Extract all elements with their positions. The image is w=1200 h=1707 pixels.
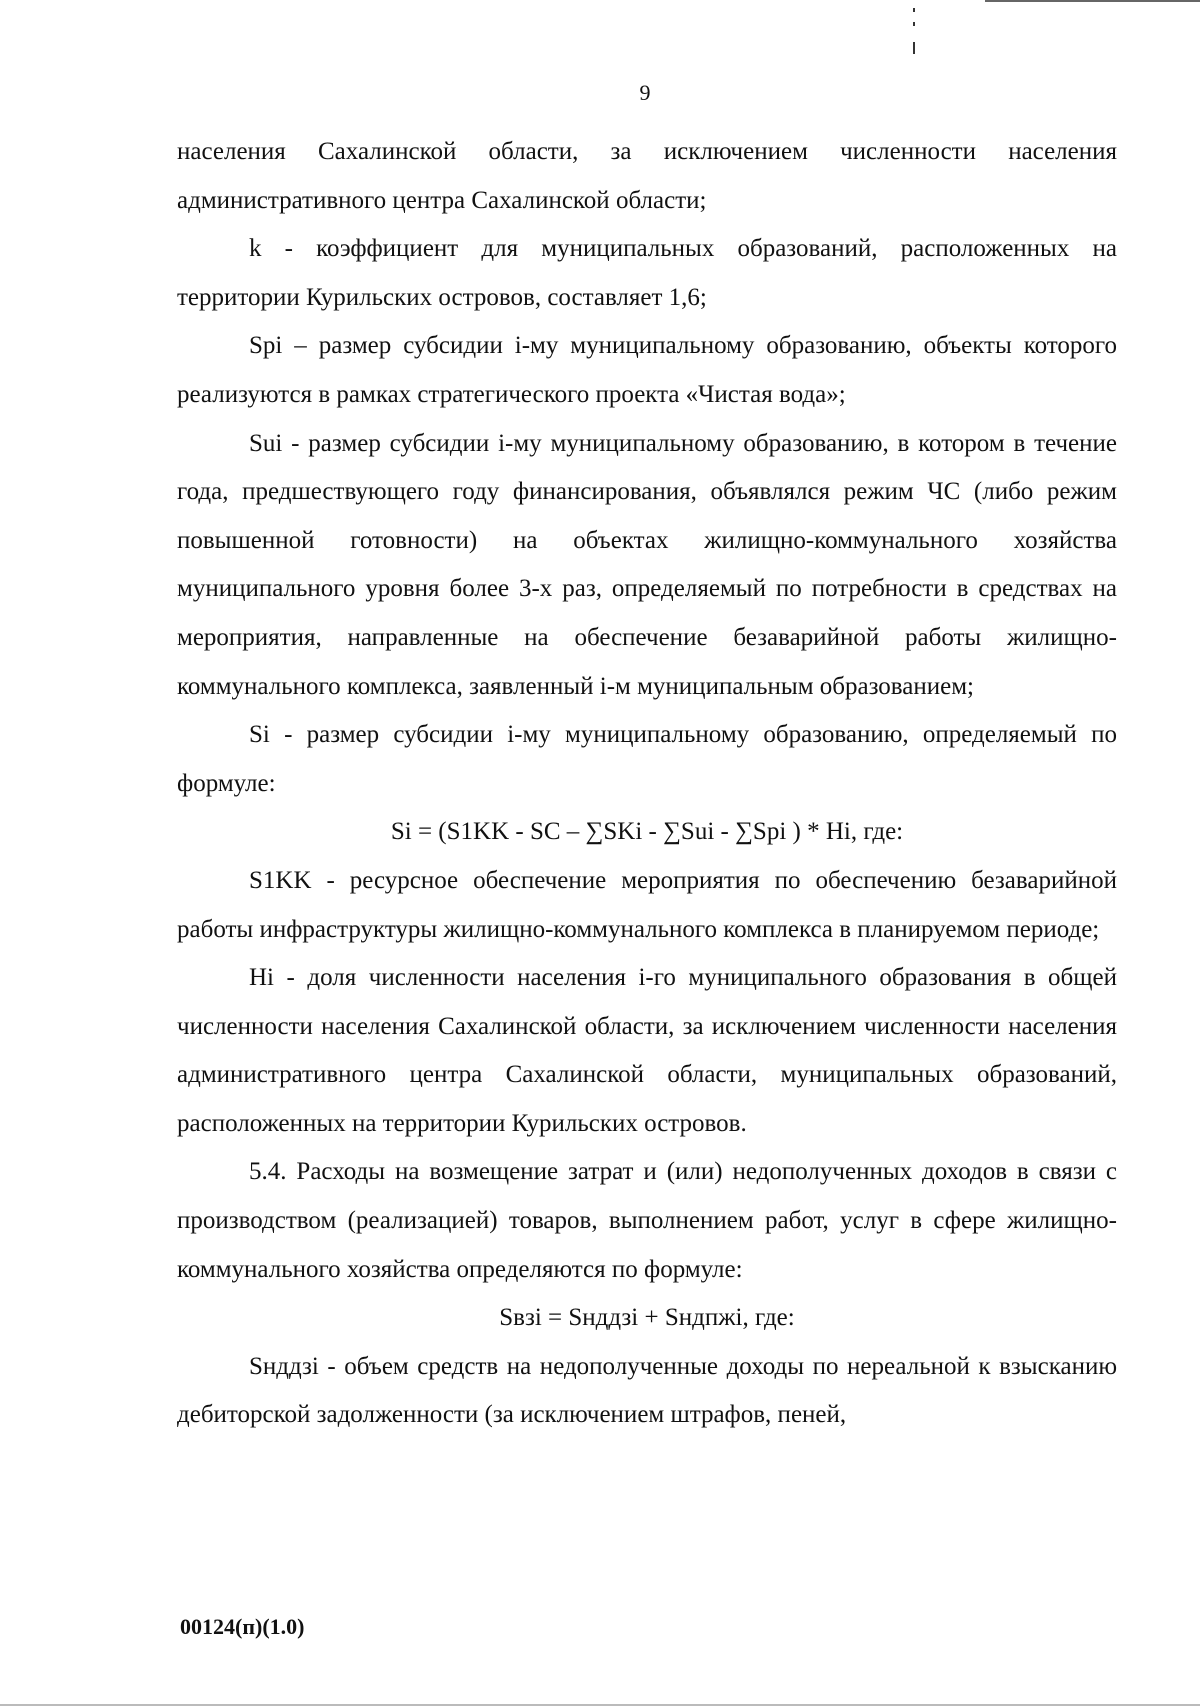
document-body <box>177 128 1117 1440</box>
scan-mark <box>913 22 915 26</box>
paragraph: 5.4. Расходы на возмещение затрат и (или) недополученных доходов в связи с производством (реализацией) товаров, выполнением работ, услуг в сфере жилищно-коммунального хозяйства определяются по формуле: <box>177 1158 1117 1283</box>
scan-mark <box>913 8 915 12</box>
document-code: 00124(п)(1.0) <box>180 1614 305 1639</box>
scan-mark <box>913 42 915 54</box>
paragraph: Hi - доля численности населения i-го муниципального образования в общей численности населения Сахалинской области, за исключением численности населения административного центра Сахалинской области, муниципальных образований, расположенных на территории Курильских островов. <box>177 964 1117 1137</box>
scan-edge-line <box>0 1704 1200 1706</box>
formula: Sвзi = Sнддзi + Sндпжi, где: <box>499 1304 795 1332</box>
scan-edge-line <box>985 0 1200 2</box>
paragraph: Sнддзi - объем средств на недополученные доходы по нереальной к взысканию дебиторской задолженности (за исключением штрафов, пеней, <box>177 1352 1117 1429</box>
page-number: 9 <box>639 80 651 105</box>
paragraph: k - коэффициент для муниципальных образований, расположенных на территории Курильских островов, составляет 1,6; <box>177 235 1117 311</box>
paragraph: Si - размер субсидии i-му муниципальному образованию, определяемый по формуле: <box>177 721 1117 797</box>
formula: Si = (S1KK - SC – ∑SKi - ∑Sui - ∑Spi ) * Hi, где: <box>390 818 904 846</box>
paragraph: S1KK - ресурсное обеспечение мероприятия по обеспечению безаварийной работы инфраструктуры жилищно-коммунального комплекса в планируемом периоде; <box>177 866 1117 943</box>
paragraph: населения Сахалинской области, за исключением численности населения административного центра Сахалинской области; <box>177 138 1117 214</box>
paragraph: Sui - размер субсидии i-му муниципальному образованию, в котором в течение года, предшествующего году финансирования, объявлялся режим ЧС (либо режим повышенной готовности) на объектах жилищно-коммунального хозяйства муниципального уровня более 3-х раз, определяемый по потребности в средствах на мероприятия, направленные на обеспечение безаварийной работы жилищно-коммунального комплекса, заявленный i-м муниципальным образованием; <box>177 429 1117 700</box>
paragraph: Spi – размер субсидии i-му муниципальному образованию, объекты которого реализуются в рамках стратегического проекта «Чистая вода»; <box>177 332 1117 408</box>
